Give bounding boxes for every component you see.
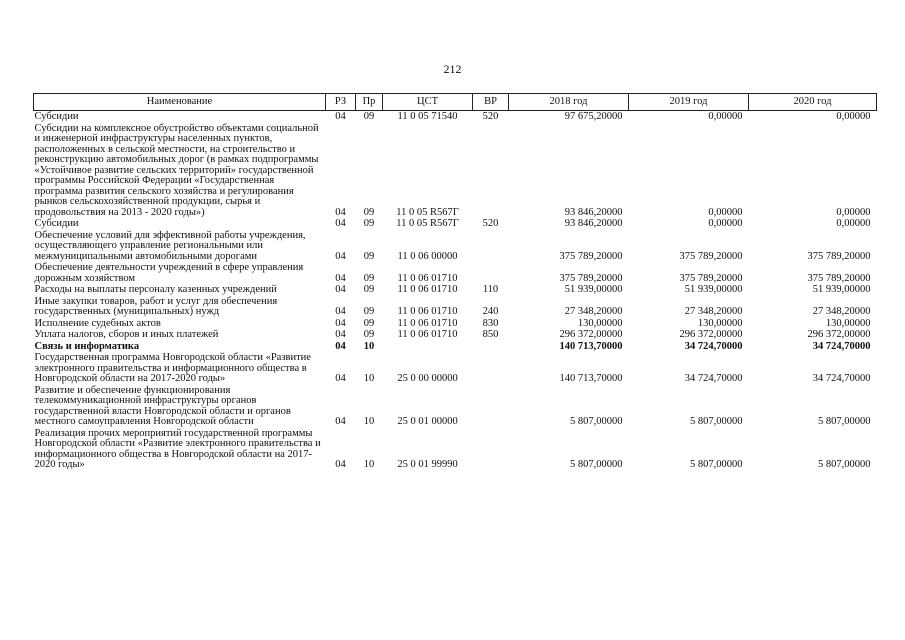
row-rz: 04	[335, 459, 346, 470]
row-cst: 11 0 05 R567Г	[396, 218, 459, 229]
row-pr: 10	[363, 416, 375, 427]
row-2020: 375 789,20000	[807, 250, 871, 262]
row-name: Иные закупки товаров, работ и услуг для обеспечения государственных (муниципальных) нужд	[34, 295, 278, 317]
row-name: Связь и информатика	[34, 340, 140, 352]
row-2018: 27 348,20000	[564, 306, 623, 317]
row-2019: 5 807,00000	[690, 459, 743, 470]
row-name: Обеспечение условий для эффективной работы учреждения, осуществляющего управление региональными или межмуниципальными автомобильными дорогами	[34, 229, 306, 262]
table-row	[34, 230, 877, 263]
row-pr: 09	[363, 306, 375, 317]
row-2019: 27 348,20000	[684, 306, 743, 317]
row-vr: 830	[482, 317, 499, 329]
row-pr: 09	[363, 250, 375, 262]
row-2019: 34 724,70000	[684, 340, 743, 352]
header-2020: 2020 год	[749, 94, 877, 111]
row-rz: 04	[335, 329, 346, 340]
header-rz: РЗ	[326, 94, 356, 111]
row-pr: 10	[363, 340, 375, 352]
row-name: Субсидии на комплексное обустройство объектами социальной и инженерной инфраструктуры населенных пунктов, расположенных в сельской местности, на строительство и реконструкцию автомобильных дорог (в рамках подпрограммы «Устойчивое развитие сельских территорий» государственной программы Российской Федерации «Государственная программа развития сельского хозяйства и регулирования рынков сельскохозяйственной продукции, сырья и продовольствия на 2013 - 2020 годы»)	[34, 122, 319, 218]
row-2019: 0,00000	[708, 218, 743, 229]
table-body	[34, 111, 877, 471]
row-2018: 140 713,70000	[559, 373, 623, 384]
row-rz: 04	[335, 416, 346, 427]
table-row	[34, 385, 877, 428]
row-pr: 09	[363, 317, 375, 329]
row-2019: 34 724,70000	[684, 373, 743, 384]
row-pr: 10	[363, 373, 375, 384]
row-2018: 5 807,00000	[570, 416, 623, 427]
row-vr	[473, 341, 509, 353]
row-2018: 5 807,00000	[570, 459, 623, 470]
row-vr	[473, 123, 509, 219]
table-row	[34, 284, 877, 296]
table-row	[34, 296, 877, 318]
row-2019: 5 807,00000	[690, 416, 743, 427]
row-2018: 140 713,70000	[559, 340, 623, 352]
row-vr	[473, 230, 509, 263]
row-cst: 25 0 01 99990	[397, 459, 458, 470]
row-vr	[473, 352, 509, 385]
row-cst: 11 0 06 01710	[397, 272, 458, 284]
table-row	[34, 428, 877, 471]
row-2020: 27 348,20000	[812, 306, 871, 317]
row-rz: 04	[335, 317, 346, 329]
row-vr: 110	[482, 284, 499, 295]
row-cst: 11 0 06 01710	[397, 284, 458, 295]
header-row	[34, 94, 877, 111]
row-name: Развитие и обеспечение функционирования телекоммуникационной инфраструктуры органов государственной власти Новгородской области и органов местного самоуправления Новгородской области	[34, 384, 291, 427]
row-name: Обеспечение деятельности учреждений в сфере управления дорожным хозяйством	[34, 262, 304, 284]
row-vr: 520	[482, 111, 499, 122]
row-2018: 375 789,20000	[559, 272, 623, 284]
row-2020: 0,00000	[836, 206, 871, 218]
row-name: Субсидии	[34, 111, 79, 122]
row-rz: 04	[335, 272, 346, 284]
row-2020: 296 372,00000	[807, 329, 871, 340]
table-row	[34, 123, 877, 219]
table-row	[34, 341, 877, 353]
row-2018: 93 846,20000	[564, 218, 623, 229]
row-cst: 11 0 06 01710	[397, 329, 458, 340]
table-row	[34, 329, 877, 341]
row-rz: 04	[335, 306, 346, 317]
row-2020: 0,00000	[836, 218, 871, 229]
row-name: Исполнение судебных актов	[34, 317, 161, 329]
table-row	[34, 262, 877, 284]
row-2019: 296 372,00000	[679, 329, 743, 340]
row-cst	[383, 341, 473, 353]
row-cst: 11 0 05 71540	[397, 111, 458, 122]
row-name: Расходы на выплаты персоналу казенных учреждений	[34, 284, 277, 295]
row-2020: 5 807,00000	[818, 459, 871, 470]
row-2018: 130,00000	[577, 317, 623, 329]
header-2018: 2018 год	[509, 94, 629, 111]
row-2019: 375 789,20000	[679, 250, 743, 262]
row-2020: 375 789,20000	[807, 272, 871, 284]
page-number: 212	[443, 62, 462, 76]
row-rz: 04	[335, 111, 346, 122]
row-cst: 11 0 06 01710	[397, 317, 458, 329]
row-2019: 0,00000	[708, 111, 743, 122]
row-pr: 09	[363, 329, 375, 340]
row-vr	[473, 262, 509, 284]
row-rz: 04	[335, 218, 346, 229]
header-vr: ВР	[473, 94, 509, 111]
row-2020: 34 724,70000	[812, 340, 871, 352]
row-2019: 51 939,00000	[684, 284, 743, 295]
row-cst: 25 0 00 00000	[397, 373, 458, 384]
row-2018: 93 846,20000	[564, 206, 623, 218]
row-2020: 5 807,00000	[818, 416, 871, 427]
row-2018: 51 939,00000	[564, 284, 623, 295]
row-rz: 04	[335, 284, 346, 295]
row-name: Реализация прочих мероприятий государственной программы Новгородской области «Развитие электронного правительства и информационного общества в Новгородской области на 2017-2020 годы»	[34, 427, 321, 470]
row-vr: 850	[482, 329, 499, 340]
row-2020: 34 724,70000	[812, 373, 871, 384]
budget-table	[33, 93, 877, 471]
table-row	[34, 218, 877, 230]
row-pr: 09	[363, 206, 375, 218]
row-name: Уплата налогов, сборов и иных платежей	[34, 329, 219, 340]
row-2020: 0,00000	[836, 111, 871, 122]
table-row	[34, 352, 877, 385]
row-vr: 520	[482, 218, 499, 229]
row-2020: 51 939,00000	[812, 284, 871, 295]
header-pr: Пр	[356, 94, 383, 111]
row-name: Субсидии	[34, 218, 79, 229]
row-2019: 0,00000	[708, 206, 743, 218]
row-vr: 240	[482, 306, 499, 317]
row-rz: 04	[335, 206, 346, 218]
row-pr: 09	[363, 284, 375, 295]
row-cst: 11 0 05 R567Г	[396, 206, 459, 218]
table-row	[34, 111, 877, 123]
row-2019: 375 789,20000	[679, 272, 743, 284]
row-2020: 130,00000	[825, 317, 871, 329]
row-pr: 09	[363, 272, 375, 284]
row-name: Государственная программа Новгородской области «Развитие электронного правительства и информационного общества в Новгородской области на 2017-2020 годы»	[34, 352, 311, 384]
row-cst: 11 0 06 01710	[397, 306, 458, 317]
row-vr	[473, 385, 509, 428]
row-2019: 130,00000	[697, 317, 743, 329]
row-pr: 09	[363, 218, 375, 229]
row-pr: 09	[363, 111, 375, 122]
header-cst: ЦСТ	[383, 94, 473, 111]
row-2018: 375 789,20000	[559, 250, 623, 262]
row-rz: 04	[335, 340, 346, 352]
row-rz: 04	[335, 373, 346, 384]
header-name: Наименование	[34, 94, 326, 111]
row-pr: 10	[363, 459, 375, 470]
row-cst: 25 0 01 00000	[397, 416, 458, 427]
header-2019: 2019 год	[629, 94, 749, 111]
row-2018: 296 372,00000	[559, 329, 623, 340]
row-cst: 11 0 06 00000	[397, 250, 458, 262]
row-rz: 04	[335, 250, 346, 262]
table-row	[34, 318, 877, 330]
row-2018: 97 675,20000	[564, 111, 623, 122]
row-vr	[473, 428, 509, 471]
